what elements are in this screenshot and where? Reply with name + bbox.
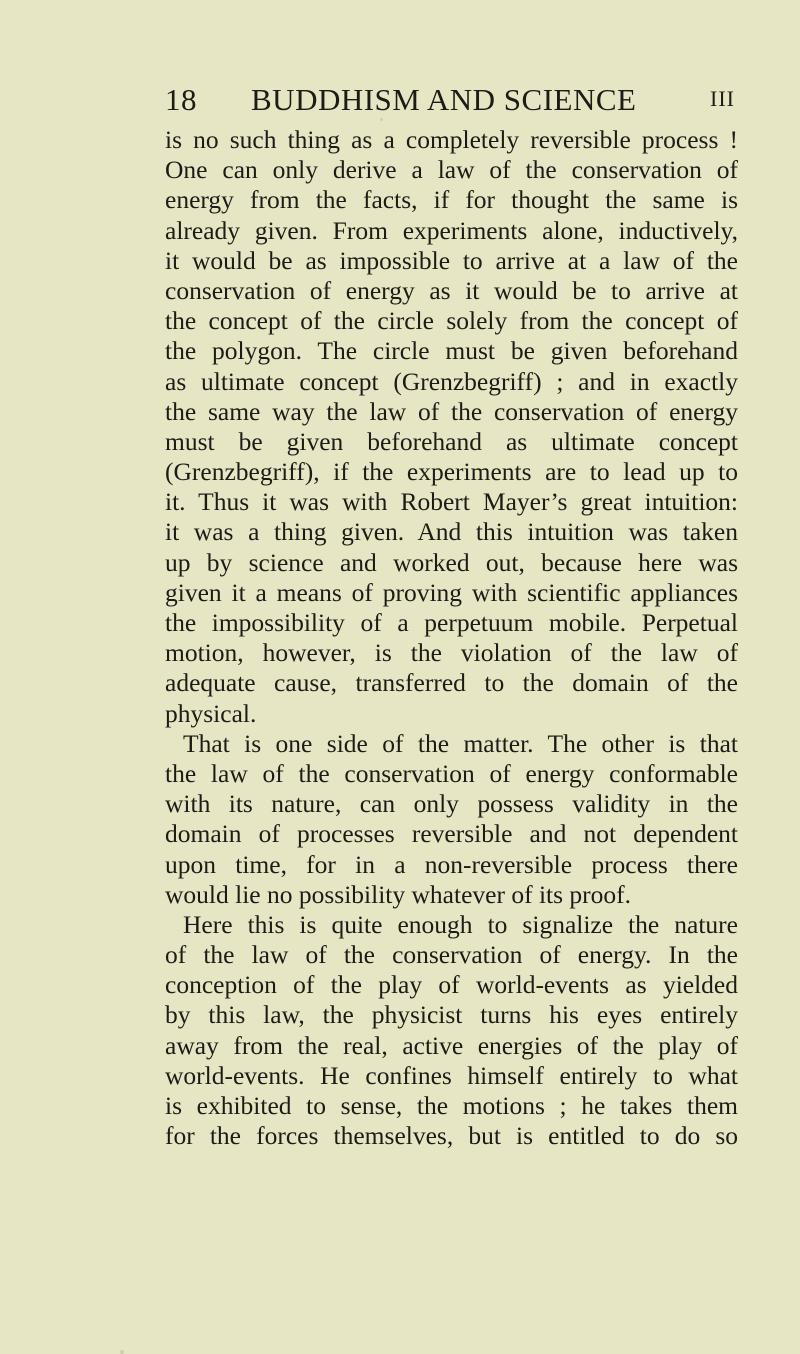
text-line: up by science and worked out, because here was [165, 547, 738, 577]
text-line: One can only derive a law of the conservation of [165, 155, 738, 185]
text-line: world-events. He confines himself entirely to what [165, 1060, 738, 1090]
text-line: adequate cause, transferred to the domain of the [165, 668, 738, 698]
text-line: conservation of energy as it would be to arrive at [165, 275, 738, 305]
text-line: already given. From experiments alone, inductively, [165, 215, 738, 245]
text-line: the concept of the circle solely from the concept of [165, 306, 738, 336]
body-text [165, 125, 738, 1151]
page-header [165, 82, 735, 122]
paragraph-start-line: That is one side of the matter. The other is that [183, 728, 738, 758]
text-line: away from the real, active energies of the play of [165, 1030, 738, 1060]
text-line: for the forces themselves, but is entitled to do so [165, 1121, 738, 1151]
text-line: it would be as impossible to arrive at a law of the [165, 245, 738, 275]
paper-speck [120, 1350, 124, 1354]
running-title: BUDDHISM AND SCIENCE [251, 82, 637, 117]
text-line: given it a means of proving with scientific appliances [165, 577, 738, 607]
text-line: the law of the conservation of energy conformable [165, 758, 738, 788]
text-line: motion, however, is the violation of the law of [165, 638, 738, 668]
text-line: conception of the play of world-events as yielded [165, 970, 738, 1000]
text-line: (Grenzbegriff), if the experiments are to lead up to [165, 457, 738, 487]
text-line: physical. [165, 698, 257, 728]
text-line: is exhibited to sense, the motions ; he takes them [165, 1091, 738, 1120]
text-line: with its nature, can only possess validity in the [165, 789, 738, 819]
text-line: is no such thing as a completely reversible process ! [165, 125, 738, 154]
text-line: would lie no possibility whatever of its proof. [165, 879, 632, 909]
text-line: the polygon. The circle must be given beforehand [165, 336, 738, 366]
text-line: the impossibility of a perpetuum mobile. Perpetual [165, 608, 738, 637]
text-line: upon time, for in a non-reversible process there [165, 849, 738, 879]
text-line: energy from the facts, if for thought the same is [165, 185, 738, 215]
text-line: by this law, the physicist turns his eyes entirely [165, 1000, 738, 1030]
text-line: the same way the law of the conservation of energy [165, 396, 738, 426]
text-line: must be given beforehand as ultimate concept [165, 426, 738, 456]
text-line: as ultimate concept (Grenzbegriff) ; and in exactly [165, 366, 738, 396]
text-line: it. Thus it was with Robert Mayer’s great intuition: [165, 487, 738, 517]
text-line: it was a thing given. And this intuition was taken [165, 517, 738, 547]
text-line: domain of processes reversible and not dependent [165, 819, 738, 849]
text-line: of the law of the conservation of energy. In the [165, 940, 738, 970]
chapter-number: III [710, 86, 735, 111]
page-number: 18 [165, 82, 197, 117]
paragraph-start-line: Here this is quite enough to signalize the nature [183, 909, 738, 939]
paper-speck [380, 118, 383, 121]
